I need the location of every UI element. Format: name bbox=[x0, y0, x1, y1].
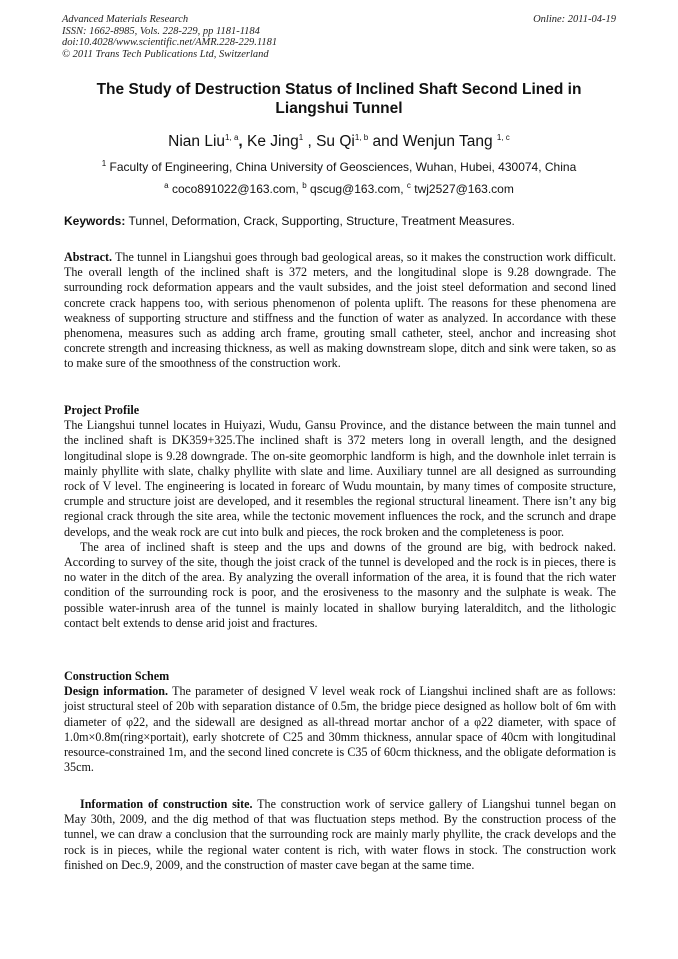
email-sup: a bbox=[164, 181, 169, 190]
issn-line: ISSN: 1662-8985, Vols. 228-229, pp 1181-1184 bbox=[62, 25, 260, 37]
section-heading: Construction Schem bbox=[64, 669, 170, 683]
author-sup: 1, b bbox=[354, 132, 369, 142]
project-profile-section bbox=[64, 403, 616, 631]
author-sep: , bbox=[238, 133, 248, 150]
keywords bbox=[64, 214, 614, 228]
paragraph: The area of inclined shaft is steep and the ups and downs of the ground are big, with bedrock naked. According to survey of the site, though the joist crack of the tunnel is developed and the rock is in pieces, there is no water in the ditch of the area. By analyzing the overall information of the area, it is found that the rich water condition of the surrounding rock is poor, and the erosiveness to the masonry and the sulphate is weak. The possible water-inrush area of the tunnel is mainly located in shallow burying lateralditch, and the lithologic contact belt extends to dense arid joist and fractures. bbox=[64, 539, 616, 630]
abstract-label: Abstract. bbox=[64, 250, 113, 264]
affiliation bbox=[40, 160, 638, 174]
affiliation-text: Faculty of Engineering, China University of Geosciences, Wuhan, Hubei, 430074, China bbox=[106, 160, 577, 174]
author-list bbox=[40, 133, 638, 151]
email-sup: b bbox=[302, 181, 307, 190]
author-sep: and bbox=[368, 133, 403, 150]
author-sup: 1, c bbox=[496, 132, 510, 142]
keywords-label: Keywords: bbox=[64, 214, 126, 228]
design-text: The parameter of designed V level weak rock of Liangshui inclined shaft are as follows: joist structural steel of 20b with separation distance of 0.5m, the bridge piece designed as hollow bolt of 6m with diameter of φ22, and the sidewall are designed as all-thread mortar anchor of a φ22 diameter, with space of 1.0m×0.8m(ring×portait), early shotcrete of C25 and 30mm thickness, annular space of 40cm with longitudinal resource-constrained 1m, and the second lined concrete is C35 of 60cm thickness, and the obligate deformation is 35cm. bbox=[64, 684, 617, 775]
construction-site-paragraph bbox=[64, 797, 616, 873]
author-name: Nian Liu bbox=[168, 133, 226, 150]
author-sup: 1 bbox=[298, 132, 304, 142]
author-sep: , bbox=[303, 133, 317, 150]
email-sup: c bbox=[406, 181, 411, 190]
construction-section bbox=[64, 669, 616, 775]
paragraph: The Liangshui tunnel locates in Huiyazi, Wudu, Gansu Province, and the distance between the main tunnel and the inclined shaft is DK359+325.The inclined shaft is 372 meters long in overall length, and the designed longitudinal slope is 9.28 downgrade. The on-site geomorphic landform is high, and the downhole inlet terrain is mainly phyllite with slate, chalky phyllite with slate and lime. Auxiliary tunnel are all designed as surrounding rock of V level. The engineering is located in forearc of Wudu mountain, by many times of composite structure, crumple and structure joist are developed, and it resembles the regional structural lineament. There isn’t any big regional crack through the site area, while the tectonic movement influences the rock, and the scrunch and drape develops, and the weak rock are cut into bulk and pieces, the rock broken and the completeness is poor. bbox=[64, 418, 616, 539]
doi-line: doi:10.4028/www.scientific.net/AMR.228-229.1181 bbox=[62, 37, 278, 48]
abstract-text: The tunnel in Liangshui goes through bad geological areas, so it makes the construction work difficult. The overall length of the inclined shaft is 372 meters, and the longitudinal slope is 9.28 downgrade. The surrounding rock deformation appears and the vault subsides, and the joist steel deformation and second lined concrete crack happens too, with serious phenomenon of polenta uplift. The reasons for these phenomena are weakness of supporting structure and stiffness and the function of water as analyzed. In accordance with these phenomena, measures such as adding arch frame, grouting small catheter, steel, anchor and increasing shot concrete strength and increasing thickness, as well as making downstream slope, ditch and sink were taken, so as to make sure of the smoothness of the construction work. bbox=[64, 250, 616, 371]
author-name: Wenjun Tang bbox=[402, 133, 497, 150]
affiliation-sup: 1 bbox=[101, 159, 107, 168]
paragraph bbox=[64, 684, 616, 775]
copyright-line: © 2011 Trans Tech Publications Ltd, Switzerland bbox=[62, 48, 269, 60]
paper-title: The Study of Destruction Status of Inclined Shaft Second Lined in Liangshui Tunnel bbox=[96, 81, 582, 117]
online-date: Online: 2011-04-19 bbox=[533, 14, 616, 25]
site-label: Information of construction site. bbox=[80, 797, 253, 811]
journal-header bbox=[62, 14, 616, 60]
email-text: coco891022@163.com, bbox=[168, 182, 303, 196]
email-text: qscug@163.com, bbox=[306, 182, 407, 196]
abstract bbox=[64, 250, 616, 372]
author-sup: 1, a bbox=[225, 132, 239, 142]
keywords-text: Tunnel, Deformation, Crack, Supporting, Structure, Treatment Measures. bbox=[125, 214, 515, 228]
author-name: Su Qi bbox=[316, 133, 355, 150]
author-name: Ke Jing bbox=[247, 133, 299, 150]
email-text: twj2527@163.com bbox=[410, 182, 514, 196]
design-label: Design information. bbox=[64, 684, 169, 699]
journal-name: Advanced Materials Research bbox=[62, 14, 189, 25]
site-text: The construction work of service gallery of Liangshui tunnel began on May 30th, 2009, and the dig method of that was fluctuation steps method. By the construction process of the tunnel, we can draw a conclusion that the surrounding rock are mainly marly phyllite, the crack develops and the rock is in pieces, while the regional water content is rich, with water flows in stock. The construction work finished on Dec.9, 2009, and the construction of master cave began at the same time. bbox=[64, 797, 616, 872]
email-list bbox=[40, 182, 638, 196]
section-heading: Project Profile bbox=[64, 403, 140, 417]
